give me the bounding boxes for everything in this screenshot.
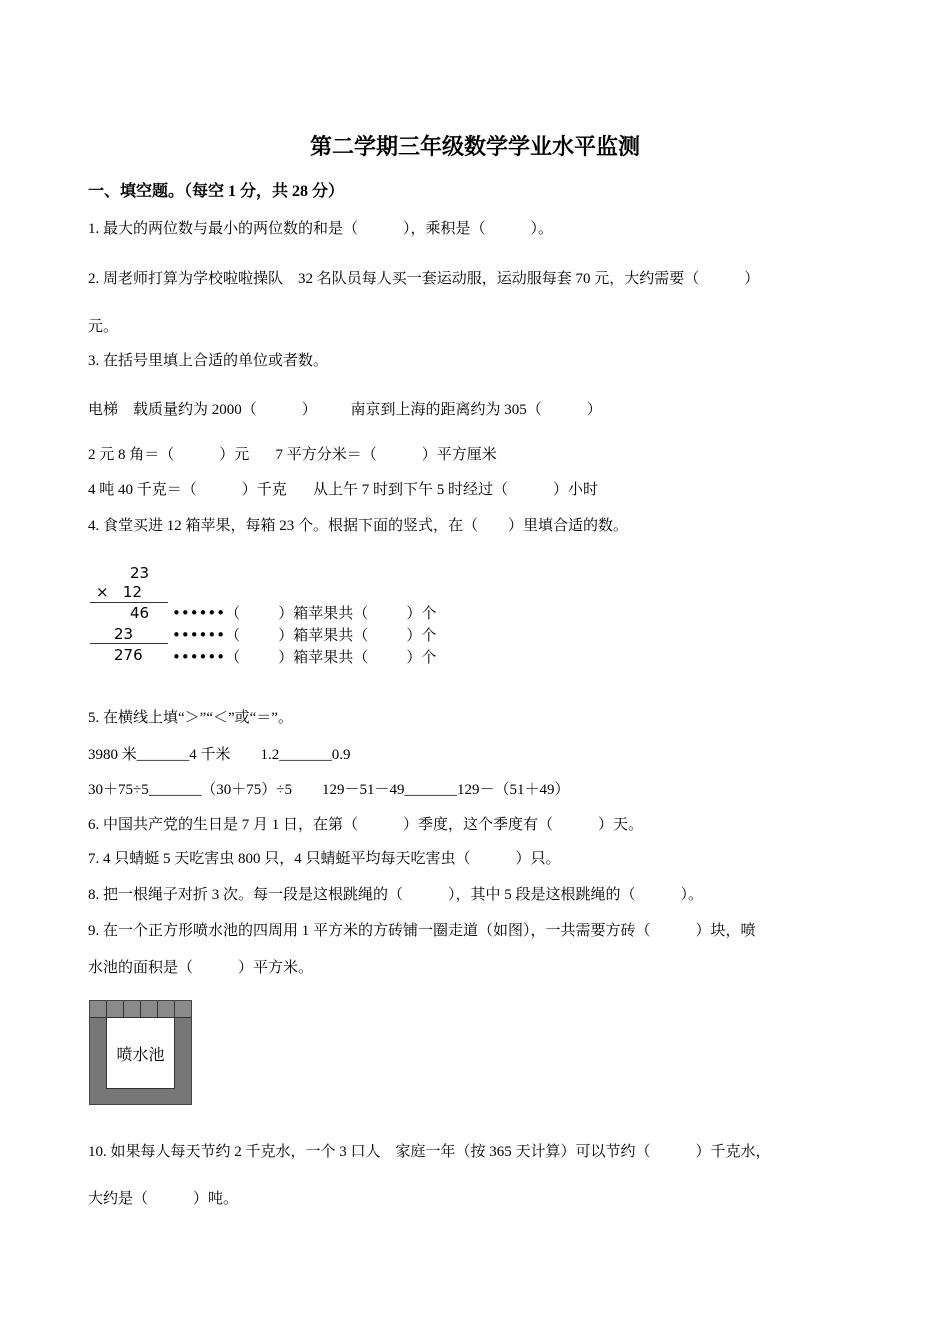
calc-multiplier: × 12	[96, 583, 142, 601]
question-5-a: 3980 米_______4 千米 1.2_______0.9	[88, 747, 351, 763]
question-5-b: 30＋75÷5_______（30＋75）÷5 129－51－49_______129－（51＋49）	[88, 782, 570, 798]
question-9-cont: 水池的面积是（ ）平方米。	[88, 960, 314, 976]
question-5: 5. 在横线上填“＞”“＜”或“＝”。	[88, 710, 293, 726]
calc-fill-1: ••••••（ ）箱苹果共（ ）个	[172, 604, 437, 622]
tile-row	[90, 1001, 191, 1018]
calc-rule	[90, 602, 168, 603]
calc-partial-1: 46	[130, 604, 150, 622]
calc-rule	[90, 643, 168, 644]
calc-fill-3: ••••••（ ）箱苹果共（ ）个	[172, 648, 437, 666]
question-10: 10. 如果每人每天节约 2 千克水，一个 3 口人 家庭一年（按 365 天计算）可以节约（ ）千克水，	[88, 1144, 771, 1160]
question-2-cont: 元。	[88, 319, 119, 335]
question-8: 8. 把一根绳子对折 3 次。每一段是这根跳绳的（ ），其中 5 段是这根跳绳的（ ）。	[88, 887, 704, 903]
question-4: 4. 食堂买进 12 箱苹果，每箱 23 个。根据下面的竖式，在（ ）里填合适的数。	[88, 518, 629, 534]
question-3-a: 电梯 载质量约为 2000（ ） 南京到上海的距离约为 305（ ）	[88, 402, 602, 418]
page-title: 第二学期三年级数学学业水平监测	[309, 134, 640, 159]
fountain-pool	[106, 1017, 175, 1089]
calc-fill-2: ••••••（ ）箱苹果共（ ）个	[172, 626, 437, 644]
question-2: 2. 周老师打算为学校啦啦操队 32 名队员每人买一套运动服，运动服每套 70 元，大约需要（ ）	[88, 271, 760, 287]
fountain-label: 喷水池	[116, 1046, 165, 1064]
fountain-figure	[89, 1000, 192, 1105]
calc-multiplicand: 23	[130, 564, 150, 582]
question-3-b: 2 元 8 角＝（ ）元 7 平方分米＝（ ）平方厘米	[88, 447, 497, 463]
question-7: 7. 4 只蜻蜓 5 天吃害虫 800 只，4 只蜻蜓平均每天吃害虫（ ）只。	[88, 851, 561, 867]
calc-product: 276	[114, 646, 143, 664]
question-3-c: 4 吨 40 千克＝（ ）千克 从上午 7 时到下午 5 时经过（ ）小时	[88, 482, 599, 498]
question-3: 3. 在括号里填上合适的单位或者数。	[88, 353, 329, 369]
question-10-cont: 大约是（ ）吨。	[88, 1191, 239, 1207]
section-heading: 一、填空题。（每空 1 分，共 28 分）	[88, 183, 345, 200]
calc-partial-2: 23	[114, 625, 134, 643]
question-1: 1. 最大的两位数与最小的两位数的和是（ ），乘积是（ ）。	[88, 221, 554, 237]
question-6: 6. 中国共产党的生日是 7 月 1 日，在第（ ）季度，这个季度有（ ）天。	[88, 817, 644, 833]
question-9: 9. 在一个正方形喷水池的四周用 1 平方米的方砖铺一圈走道（如图），一共需要方砖（ ）块，喷	[88, 923, 756, 939]
vertical-multiplication	[88, 562, 488, 672]
